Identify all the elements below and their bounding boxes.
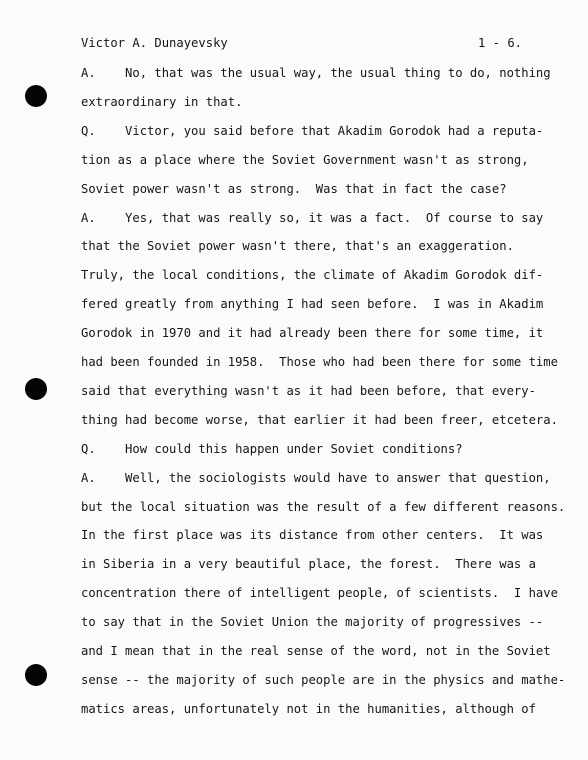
- transcript-line: A. Well, the sociologists would have to answer that question,: [81, 470, 551, 485]
- punch-hole: [25, 85, 47, 107]
- punch-hole: [25, 378, 47, 400]
- transcript-line: and I mean that in the real sense of the word, not in the Soviet: [81, 644, 551, 658]
- transcript-line: sense -- the majority of such people are in the physics and mathe-: [81, 672, 566, 687]
- transcript-line: tion as a place where the Soviet Government wasn't as strong,: [81, 152, 529, 167]
- transcript-line: concentration there of intelligent people, of scientists. I have: [81, 586, 558, 601]
- interviewee-name: Victor A. Dunayevsky: [81, 36, 228, 50]
- transcript-line: Q. How could this happen under Soviet conditions?: [81, 441, 463, 456]
- transcript-line: matics areas, unfortunately not in the humanities, although of: [81, 701, 536, 716]
- transcript-line: said that everything wasn't as it had been before, that every-: [81, 383, 536, 398]
- punch-hole: [25, 664, 47, 686]
- page-number: 1 - 6.: [478, 36, 523, 50]
- transcript-line: but the local situation was the result of a few different reasons.: [81, 499, 566, 514]
- transcript-line: to say that in the Soviet Union the majority of progressives --: [81, 615, 544, 630]
- transcript-line: thing had become worse, that earlier it had been freer, etcetera.: [81, 412, 558, 427]
- transcript-line: Gorodok in 1970 and it had already been there for some time, it: [81, 326, 544, 341]
- transcript-line: A. No, that was the usual way, the usual thing to do, nothing: [81, 66, 551, 80]
- transcript-line: fered greatly from anything I had seen before. I was in Akadim: [81, 297, 544, 312]
- transcript-line: Truly, the local conditions, the climate of Akadim Gorodok dif-: [81, 268, 544, 283]
- transcript-line: that the Soviet power wasn't there, that's an exaggeration.: [81, 239, 514, 254]
- transcript-line: A. Yes, that was really so, it was a fact. Of course to say: [81, 210, 544, 225]
- transcript-line: In the first place was its distance from other centers. It was: [81, 528, 544, 543]
- transcript-line: in Siberia in a very beautiful place, the forest. There was a: [81, 557, 536, 572]
- transcript-line: Q. Victor, you said before that Akadim Gorodok had a reputa-: [81, 123, 544, 138]
- transcript-line: had been founded in 1958. Those who had been there for some time: [81, 355, 558, 369]
- transcript-line: Soviet power wasn't as strong. Was that in fact the case?: [81, 181, 507, 196]
- transcript-line: extraordinary in that.: [81, 94, 243, 109]
